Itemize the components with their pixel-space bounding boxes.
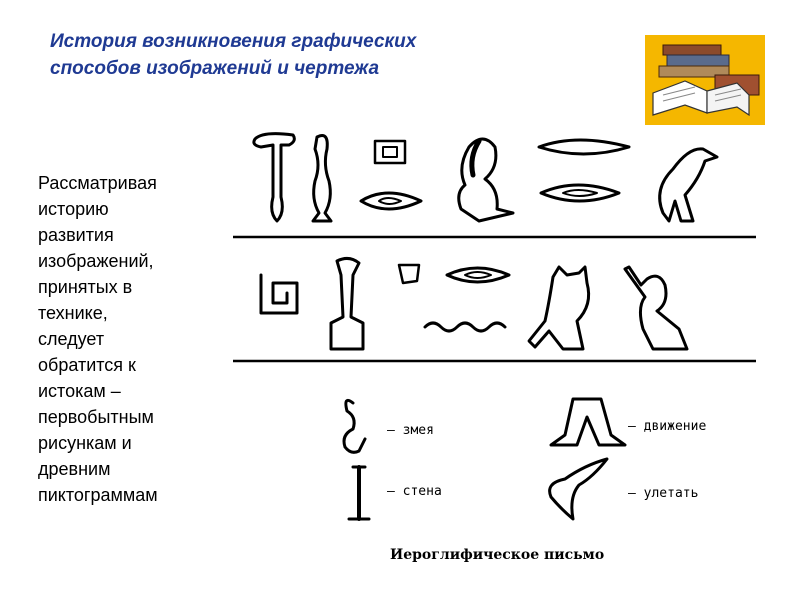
title-line-2: способов изображений и чертежа bbox=[50, 58, 380, 79]
body-line: технике, bbox=[38, 303, 108, 323]
slide-title bbox=[50, 28, 520, 82]
body-line: рисункам и bbox=[38, 433, 132, 453]
body-line: обратится к bbox=[38, 355, 136, 375]
body-line: истокам – bbox=[38, 381, 121, 401]
body-line: развития bbox=[38, 225, 114, 245]
legend-label-snake: — змея bbox=[387, 423, 434, 438]
body-line: первобытным bbox=[38, 407, 154, 427]
body-line: следует bbox=[38, 329, 105, 349]
books-icon bbox=[645, 35, 765, 125]
hieroglyph-wall-icon bbox=[349, 467, 369, 519]
figure-caption: Иероглифическое письмо bbox=[390, 547, 605, 563]
hieroglyph-fly-icon bbox=[550, 459, 607, 519]
body-paragraph bbox=[38, 170, 203, 508]
body-line: изображений, bbox=[38, 251, 154, 271]
body-line: принятых в bbox=[38, 277, 133, 297]
body-line: Рассматривая bbox=[38, 173, 157, 193]
legend-label-wall: — стена bbox=[387, 484, 442, 499]
title-line-1: История возникновения графических bbox=[50, 31, 417, 52]
legend-label-fly: — улетать bbox=[628, 486, 699, 501]
hieroglyph-figure bbox=[233, 117, 756, 580]
body-line: древним bbox=[38, 459, 111, 479]
hieroglyph-row-2 bbox=[261, 258, 687, 349]
hieroglyph-row-1 bbox=[254, 134, 717, 221]
legend-label-motion: — движение bbox=[628, 419, 707, 434]
body-line: пиктограммам bbox=[38, 485, 158, 505]
hieroglyph-snake-icon bbox=[344, 400, 365, 452]
body-line: историю bbox=[38, 199, 109, 219]
hieroglyph-motion-icon bbox=[551, 399, 625, 445]
